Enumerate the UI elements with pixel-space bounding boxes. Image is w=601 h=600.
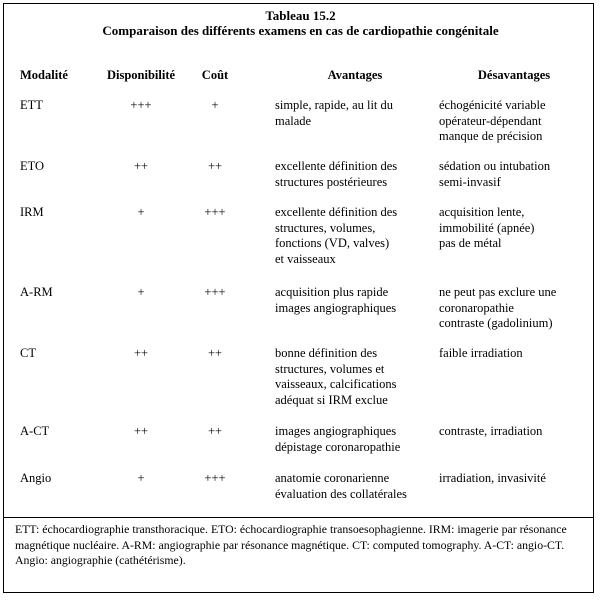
cell-cout: ++ [207, 346, 223, 360]
cell-disponibilite: + [137, 285, 145, 299]
cell-avantages: acquisition plus rapide images angiographiques [275, 285, 397, 315]
cell-avantages: anatomie coronarienne évaluation des collatérales [275, 471, 407, 501]
cell-desavantages: échogénicité variable opérateur-dépendant manque de précision [439, 98, 546, 143]
header-cout: Coût [201, 68, 229, 82]
header-avantages: Avantages [327, 68, 383, 82]
cell-disponibilite: +++ [130, 98, 152, 112]
cell-avantages: excellente définition des structures postérieures [275, 159, 398, 189]
cell-avantages: images angiographiques dépistage coronaropathie [275, 424, 401, 454]
cell-desavantages: irradiation, invasivité [439, 471, 546, 485]
cell-disponibilite: ++ [133, 159, 149, 173]
cell-desavantages: sédation ou intubation semi-invasif [439, 159, 551, 189]
cell-cout: ++ [207, 159, 223, 173]
cell-cout: + [211, 98, 219, 112]
cell-desavantages: acquisition lente, immobilité (apnée) pas de métal [439, 205, 535, 250]
cell-modalite: Angio [20, 471, 52, 485]
cell-desavantages: faible irradiation [439, 346, 523, 360]
table-footnote: ETT: échocardiographie transthoracique. ETO: échocardiographie transoesophagienne. IRM: imagerie par résonance magnétique nucléaire. A-RM: angiographie par résonance magnétique. CT: computed tomography. A-CT: angio-CT. Angio: angiographie (cathétérisme). [15, 522, 567, 567]
header-disponibilite: Disponibilité [106, 68, 176, 82]
cell-desavantages: ne peut pas exclure une coronaropathie contraste (gadolinium) [439, 285, 557, 330]
table-title [0, 8, 601, 38]
cell-disponibilite: + [137, 205, 145, 219]
cell-modalite: CT [20, 346, 36, 360]
cell-avantages: simple, rapide, au lit du malade [275, 98, 394, 128]
cell-modalite: A-CT [20, 424, 50, 438]
table-caption: Comparaison des différents examens en cas de cardiopathie congénitale [102, 23, 499, 38]
cell-disponibilite: + [137, 471, 145, 485]
cell-cout: +++ [204, 205, 226, 219]
cell-avantages: bonne définition des structures, volumes et vaisseaux, calcifications adéquat si IRM exclue [275, 346, 397, 407]
cell-modalite: ETO [20, 159, 45, 173]
cell-modalite: IRM [20, 205, 44, 219]
footnote-divider [3, 517, 594, 518]
header-modalite: Modalité [20, 68, 68, 82]
cell-modalite: A-RM [20, 285, 53, 299]
cell-disponibilite: ++ [133, 346, 149, 360]
cell-desavantages: contraste, irradiation [439, 424, 543, 438]
cell-cout: ++ [207, 424, 223, 438]
cell-cout: +++ [204, 471, 226, 485]
header-desavantages: Désavantages [477, 68, 551, 82]
cell-modalite: ETT [20, 98, 43, 112]
table-number: Tableau 15.2 [265, 8, 336, 23]
cell-disponibilite: ++ [133, 424, 149, 438]
cell-cout: +++ [204, 285, 226, 299]
cell-avantages: excellente définition des structures, volumes, fonctions (VD, valves) et vaisseaux [275, 205, 398, 266]
